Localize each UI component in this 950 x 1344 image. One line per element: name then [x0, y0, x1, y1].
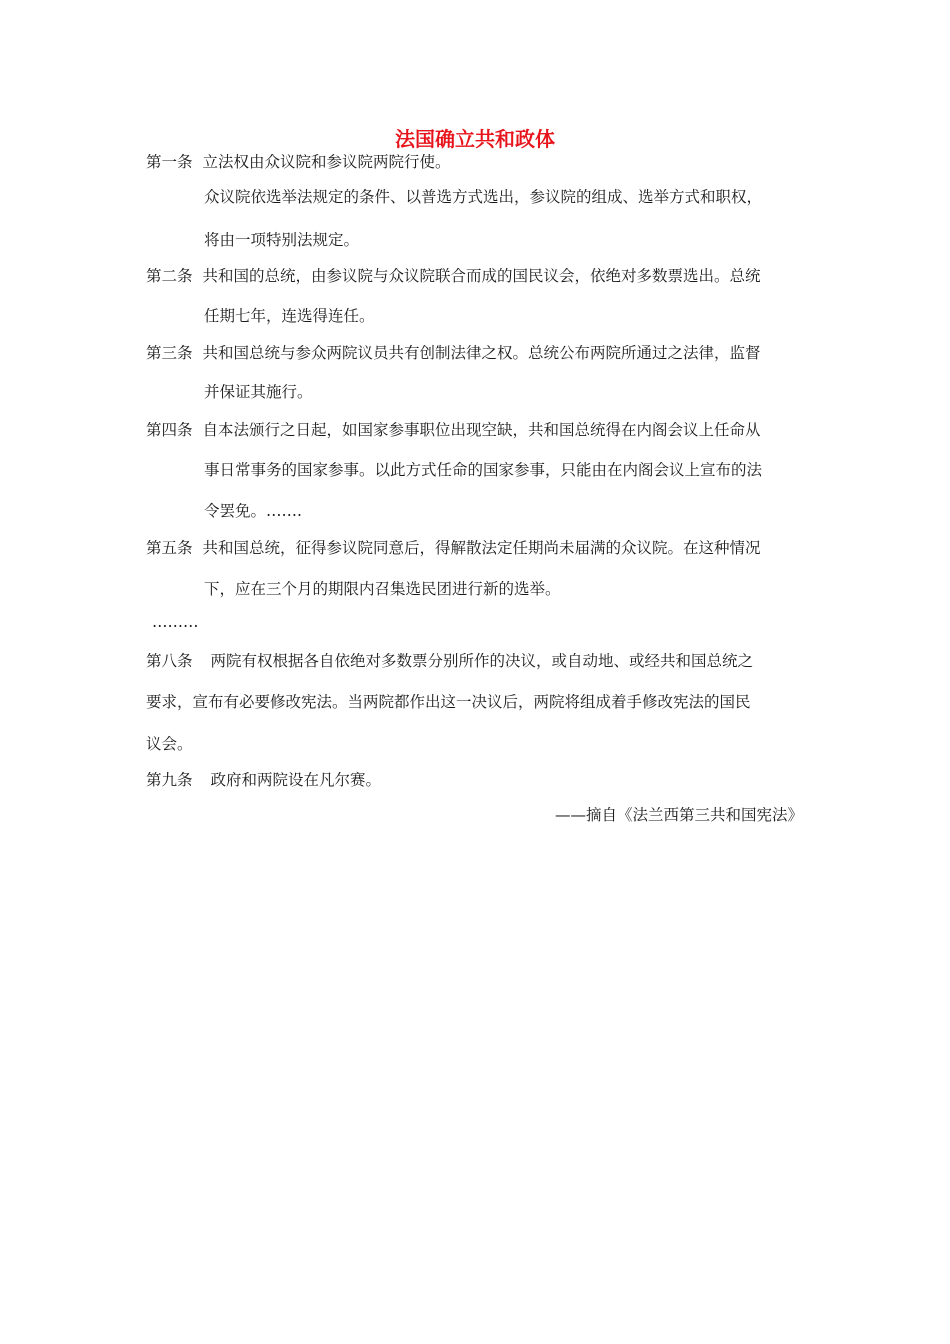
article-1-text-line-1: 立法权由众议院和参议院两院行使。	[202, 153, 451, 171]
article-2-first-line	[146, 266, 761, 286]
article-4-text-line-2: 事日常事务的国家参事。以此方式任命的国家参事，只能由在内阁会议上宣布的法	[204, 461, 763, 479]
article-3-first-line	[146, 343, 761, 363]
source-attribution: ——摘自《法兰西第三共和国宪法》	[554, 806, 803, 824]
article-2-text-line-1: 共和国的总统，由参议院与众议院联合而成的国民议会，依绝对多数票选出。总统	[202, 267, 761, 285]
article-5-text-line-1: 共和国总统，征得参议院同意后，得解散法定任期尚未届满的众议院。在这种情况	[202, 539, 761, 557]
article-1-text-line-3: 将由一项特别法规定。	[204, 231, 360, 249]
article-5-label: 第五条	[146, 539, 193, 557]
article-3-text-line-2: 并保证其施行。	[204, 383, 313, 401]
article-8-text-line-2: 要求，宣布有必要修改宪法。当两院都作出这一决议后，两院将组成着手修改宪法的国民	[146, 693, 751, 711]
article-5-first-line	[146, 538, 761, 558]
article-8-text-line-3: 议会。	[146, 735, 193, 753]
article-8-text-line-1: 两院有权根据各自依绝对多数票分别所作的决议，或自动地、或经共和国总统之	[210, 652, 754, 670]
article-8-first-line	[146, 651, 753, 671]
article-9-text: 政府和两院设在凡尔赛。	[210, 771, 382, 789]
article-9-label: 第九条	[146, 771, 193, 789]
article-1-text-line-2: 众议院依选举法规定的条件、以普选方式选出，参议院的组成、选举方式和职权，	[204, 188, 763, 206]
article-9-line	[146, 770, 381, 790]
article-3-text-line-1: 共和国总统与参众两院议员共有创制法律之权。总统公布两院所通过之法律，监督	[202, 344, 761, 362]
article-1-first-line	[146, 152, 451, 172]
article-4-label: 第四条	[146, 421, 193, 439]
omission-ellipsis: ………	[152, 613, 199, 631]
article-4-text-line-3: 令罢免。…….	[204, 502, 302, 520]
article-4-text-line-1: 自本法颁行之日起，如国家参事职位出现空缺，共和国总统得在内阁会议上任命从	[202, 421, 761, 439]
document-title: 法国确立共和政体	[395, 127, 555, 151]
article-4-first-line	[146, 420, 761, 440]
article-1-label: 第一条	[146, 153, 193, 171]
article-5-text-line-2: 下，应在三个月的期限内召集选民团进行新的选举。	[204, 580, 561, 598]
article-3-label: 第三条	[146, 344, 193, 362]
article-2-text-line-2: 任期七年，连选得连任。	[204, 307, 375, 325]
article-2-label: 第二条	[146, 267, 193, 285]
article-8-label: 第八条	[146, 652, 193, 670]
